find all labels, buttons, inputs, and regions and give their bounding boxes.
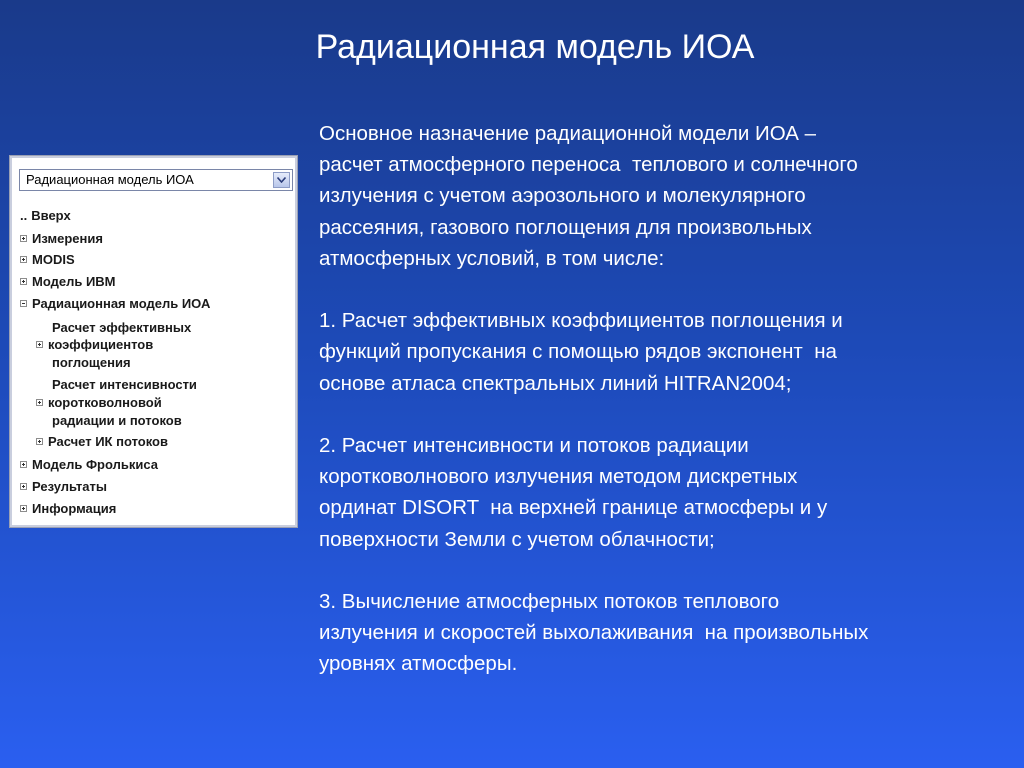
tree-subitem-intensity-line3[interactable] <box>52 413 182 429</box>
tree-item-label: Вверх <box>31 208 71 223</box>
tree-item-information[interactable] <box>20 501 116 517</box>
expand-plus-icon[interactable] <box>36 341 43 348</box>
tree-subitem-effective-coefficients-line1[interactable] <box>52 320 191 336</box>
paragraph-item-3: 3. Вычисление атмосферных потоков теплового излучения и скоростей выхолаживания на произвольных уровнях атмосферы. <box>319 590 869 676</box>
up-dots-icon: .. <box>20 208 28 223</box>
expand-plus-icon[interactable] <box>20 505 27 512</box>
expand-plus-icon[interactable] <box>20 256 27 263</box>
paragraph-item-1: 1. Расчет эффективных коэффициентов поглощения и функций пропускания с помощью рядов экспонент на основе атласа спектральных линий HITRAN2004; <box>319 309 843 395</box>
tree-item-radiation-model[interactable] <box>20 296 210 312</box>
collapse-minus-icon[interactable] <box>20 300 27 307</box>
paragraph-intro: Основное назначение радиационной модели ИОА – расчет атмосферного переноса теплового и солнечного излучения с учетом аэрозольного и молекулярного рассеяния, газового поглощения для произвольных атмосферных условий, в том числе: <box>319 122 858 270</box>
expand-plus-icon[interactable] <box>20 278 27 285</box>
tree-item-label: Расчет интенсивности <box>52 377 197 392</box>
expand-plus-icon[interactable] <box>20 235 27 242</box>
tree-item-measurements[interactable] <box>20 231 103 247</box>
tree-subitem-intensity-line1[interactable] <box>52 377 197 393</box>
tree-item-label: поглощения <box>52 355 131 370</box>
slide-title: Радиационная модель ИОА <box>315 28 755 66</box>
slide-body <box>319 118 1009 680</box>
expand-plus-icon[interactable] <box>36 438 43 445</box>
tree-item-up[interactable] <box>20 208 71 224</box>
tree-item-label: Модель ИВМ <box>32 274 116 289</box>
tree-item-label: Расчет ИК потоков <box>48 434 168 449</box>
tree-item-ivm-model[interactable] <box>20 274 116 290</box>
tree-item-label: Расчет эффективных <box>52 320 192 335</box>
tree-item-label: радиации и потоков <box>52 413 182 428</box>
tree-item-label: Информация <box>32 501 117 516</box>
section-select-value: Радиационная модель ИОА <box>26 172 194 187</box>
tree-item-modis[interactable] <box>20 252 75 268</box>
expand-plus-icon[interactable] <box>20 483 27 490</box>
tree-item-label: Модель Фролькиса <box>32 457 158 472</box>
expand-plus-icon[interactable] <box>20 461 27 468</box>
tree-item-results[interactable] <box>20 479 107 495</box>
tree-item-label: Радиационная модель ИОА <box>32 296 211 311</box>
chevron-down-icon[interactable] <box>273 172 290 188</box>
tree-subitem-ir-fluxes[interactable] <box>36 434 168 450</box>
tree-subitem-effective-coefficients-line3[interactable] <box>52 355 131 371</box>
tree-subitem-intensity[interactable] <box>36 395 162 411</box>
tree-item-label: Измерения <box>32 231 103 246</box>
paragraph-item-2: 2. Расчет интенсивности и потоков радиации коротковолнового излучения методом дискретных ординат DISORT на верхней границе атмосферы и у поверхности Земли с учетом облачности; <box>319 434 828 551</box>
tree-item-label: Результаты <box>32 479 107 494</box>
section-select[interactable] <box>19 169 293 191</box>
navigation-panel <box>9 155 298 528</box>
expand-plus-icon[interactable] <box>36 399 43 406</box>
tree-item-label: коэффициентов <box>48 337 154 352</box>
tree-subitem-effective-coefficients[interactable] <box>36 337 153 353</box>
tree-item-label: MODIS <box>32 252 75 267</box>
tree-item-frolkis-model[interactable] <box>20 457 158 473</box>
tree-item-label: коротковолновой <box>48 395 162 410</box>
